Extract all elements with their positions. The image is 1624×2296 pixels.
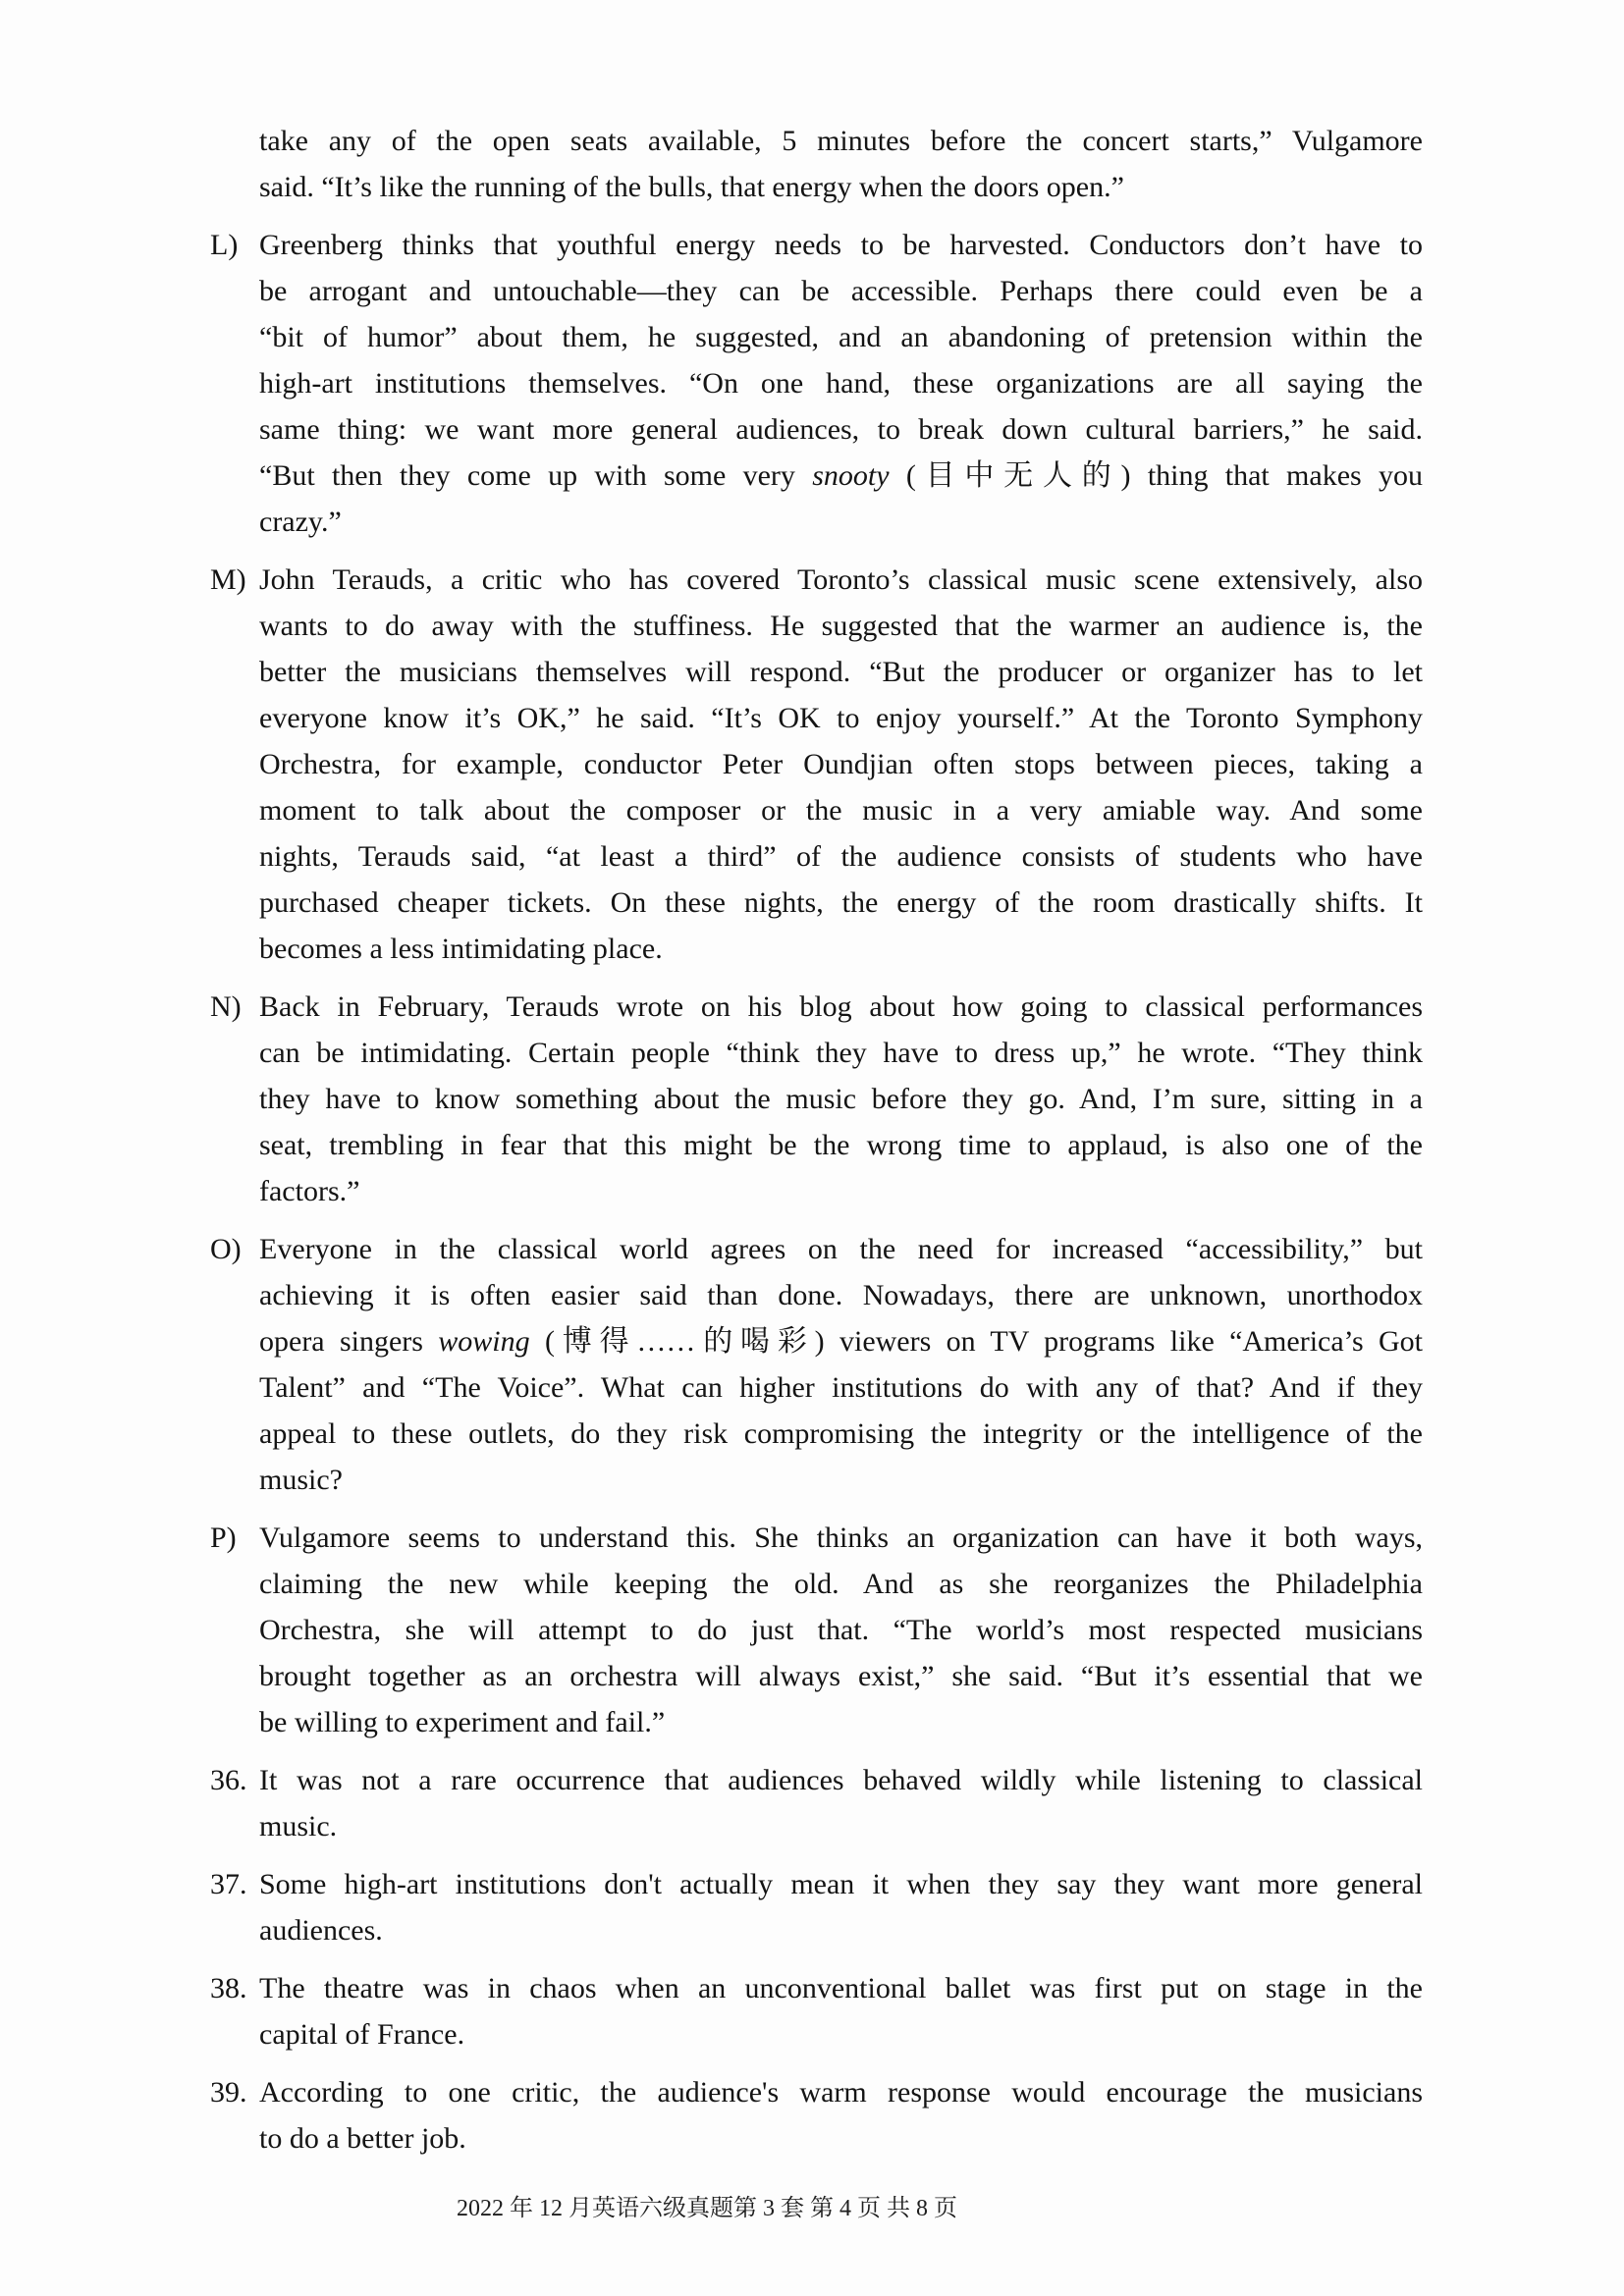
paragraph-M bbox=[210, 557, 1423, 972]
text-line: take any of the open seats available, 5 minutes before the concert starts,” Vulgamore bbox=[259, 125, 1423, 157]
question-number: 38. bbox=[210, 1972, 247, 2004]
text-line: to do a better job. bbox=[259, 2122, 466, 2155]
paragraph-P bbox=[210, 1515, 1423, 1745]
text-line: wants to do away with the stuffiness. He suggested that the warmer an audience is, the bbox=[259, 610, 1423, 642]
paragraph-O bbox=[210, 1226, 1423, 1503]
paragraph-label: L) bbox=[210, 229, 239, 261]
paragraph-label: N) bbox=[210, 990, 242, 1023]
paragraph-label bbox=[210, 118, 259, 210]
question-36 bbox=[210, 1757, 1423, 1849]
text-line: purchased cheaper tickets. On these nights, the energy of the room drastically shifts. It bbox=[259, 886, 1423, 919]
text-line: audiences. bbox=[259, 1914, 383, 1947]
text-line: appeal to these outlets, do they risk compromising the integrity or the intelligence of the bbox=[259, 1417, 1423, 1450]
text-line: said. “It’s like the running of the bulls, that energy when the doors open.” bbox=[259, 171, 1124, 203]
text-line: can be intimidating. Certain people “think they have to dress up,” he wrote. “They think bbox=[259, 1037, 1423, 1069]
text-line bbox=[259, 1318, 1423, 1364]
italic-term: snooty bbox=[812, 459, 890, 492]
paragraph-body bbox=[259, 118, 1423, 210]
text-line: “bit of humor” about them, he suggested, and an abandoning of pretension within the bbox=[259, 321, 1423, 353]
question-38 bbox=[210, 1965, 1423, 2057]
text-line: nights, Terauds said, “at least a third” of the audience consists of students who have bbox=[259, 840, 1423, 873]
question-37 bbox=[210, 1861, 1423, 1953]
text-line: be arrogant and untouchable—they can be accessible. Perhaps there could even be a bbox=[259, 275, 1423, 307]
text-line: music? bbox=[259, 1464, 343, 1496]
paragraph-body bbox=[259, 1861, 1423, 1953]
paragraph-label: P) bbox=[210, 1522, 237, 1554]
text-line: better the musicians themselves will respond. “But the producer or organizer has to let bbox=[259, 656, 1423, 688]
paragraph-body bbox=[259, 984, 1423, 1214]
text-line: high-art institutions themselves. “On one hand, these organizations are all saying the bbox=[259, 367, 1423, 400]
text-line: It was not a rare occurrence that audiences behaved wildly while listening to classical bbox=[259, 1764, 1423, 1796]
italic-term: wowing bbox=[438, 1325, 530, 1358]
text-line: they have to know something about the music before they go. And, I’m sure, sitting in a bbox=[259, 1083, 1423, 1115]
text-segment: (目中无人的) thing that makes you bbox=[889, 459, 1423, 492]
text-line: Some high-art institutions don't actually mean it when they say they want more general bbox=[259, 1868, 1423, 1900]
text-line: The theatre was in chaos when an unconventional ballet was first put on stage in the bbox=[259, 1972, 1423, 2004]
text-line bbox=[259, 453, 1423, 499]
text-segment: opera singers bbox=[259, 1325, 439, 1358]
question-number: 39. bbox=[210, 2076, 247, 2109]
text-line: Greenberg thinks that youthful energy needs to be harvested. Conductors don’t have to bbox=[259, 229, 1423, 261]
text-line: becomes a less intimidating place. bbox=[259, 933, 663, 965]
text-line: be willing to experiment and fail.” bbox=[259, 1706, 666, 1738]
paragraph-continuation bbox=[210, 118, 1423, 210]
paragraph-body bbox=[259, 1757, 1423, 1849]
text-line: seat, trembling in fear that this might be the wrong time to applaud, is also one of the bbox=[259, 1129, 1423, 1161]
text-segment: (博得……的喝彩) viewers on TV programs like “America’s Got bbox=[529, 1325, 1423, 1358]
question-number: 36. bbox=[210, 1764, 247, 1796]
paragraph-label: O) bbox=[210, 1233, 242, 1265]
text-line: claiming the new while keeping the old. And as she reorganizes the Philadelphia bbox=[259, 1568, 1423, 1600]
text-line: Vulgamore seems to understand this. She thinks an organization can have it both ways, bbox=[259, 1522, 1423, 1554]
text-line: achieving it is often easier said than done. Nowadays, there are unknown, unorthodox bbox=[259, 1279, 1423, 1311]
paragraph-N bbox=[210, 984, 1423, 1214]
text-line: Orchestra, for example, conductor Peter Oundjian often stops between pieces, taking a bbox=[259, 748, 1423, 780]
text-line: Talent” and “The Voice”. What can higher institutions do with any of that? And if they bbox=[259, 1371, 1423, 1404]
question-39 bbox=[210, 2069, 1423, 2162]
paragraph-body bbox=[259, 2069, 1423, 2162]
paragraph-body bbox=[259, 557, 1423, 972]
paragraph-label: M) bbox=[210, 563, 246, 596]
text-line: music. bbox=[259, 1810, 338, 1842]
text-line: Orchestra, she will attempt to do just that. “The world’s most respected musicians bbox=[259, 1614, 1423, 1646]
text-line: factors.” bbox=[259, 1175, 360, 1207]
question-number: 37. bbox=[210, 1868, 247, 1900]
page-footer: 2022 年 12 月英语六级真题第 3 套 第 4 页 共 8 页 bbox=[457, 2196, 957, 2221]
text-line: everyone know it’s OK,” he said. “It’s OK to enjoy yourself.” At the Toronto Symphony bbox=[259, 702, 1423, 734]
text-line: moment to talk about the composer or the music in a very amiable way. And some bbox=[259, 794, 1423, 827]
text-line: brought together as an orchestra will always exist,” she said. “But it’s essential that we bbox=[259, 1660, 1423, 1692]
paragraph-body bbox=[259, 222, 1423, 545]
text-line: Everyone in the classical world agrees on the need for increased “accessibility,” but bbox=[259, 1233, 1423, 1265]
text-line: John Terauds, a critic who has covered Toronto’s classical music scene extensively, also bbox=[259, 563, 1423, 596]
paragraph-body bbox=[259, 1965, 1423, 2057]
paragraph-L bbox=[210, 222, 1423, 545]
text-line: same thing: we want more general audiences, to break down cultural barriers,” he said. bbox=[259, 413, 1423, 446]
text-line: crazy.” bbox=[259, 506, 342, 538]
text-line: capital of France. bbox=[259, 2018, 465, 2051]
paragraph-body bbox=[259, 1226, 1423, 1503]
text-line: Back in February, Terauds wrote on his blog about how going to classical performances bbox=[259, 990, 1423, 1023]
page-content bbox=[0, 118, 1624, 2162]
paragraph-body bbox=[259, 1515, 1423, 1745]
text-segment: “But then they come up with some very bbox=[259, 459, 813, 492]
text-line: According to one critic, the audience's warm response would encourage the musicians bbox=[259, 2076, 1423, 2109]
